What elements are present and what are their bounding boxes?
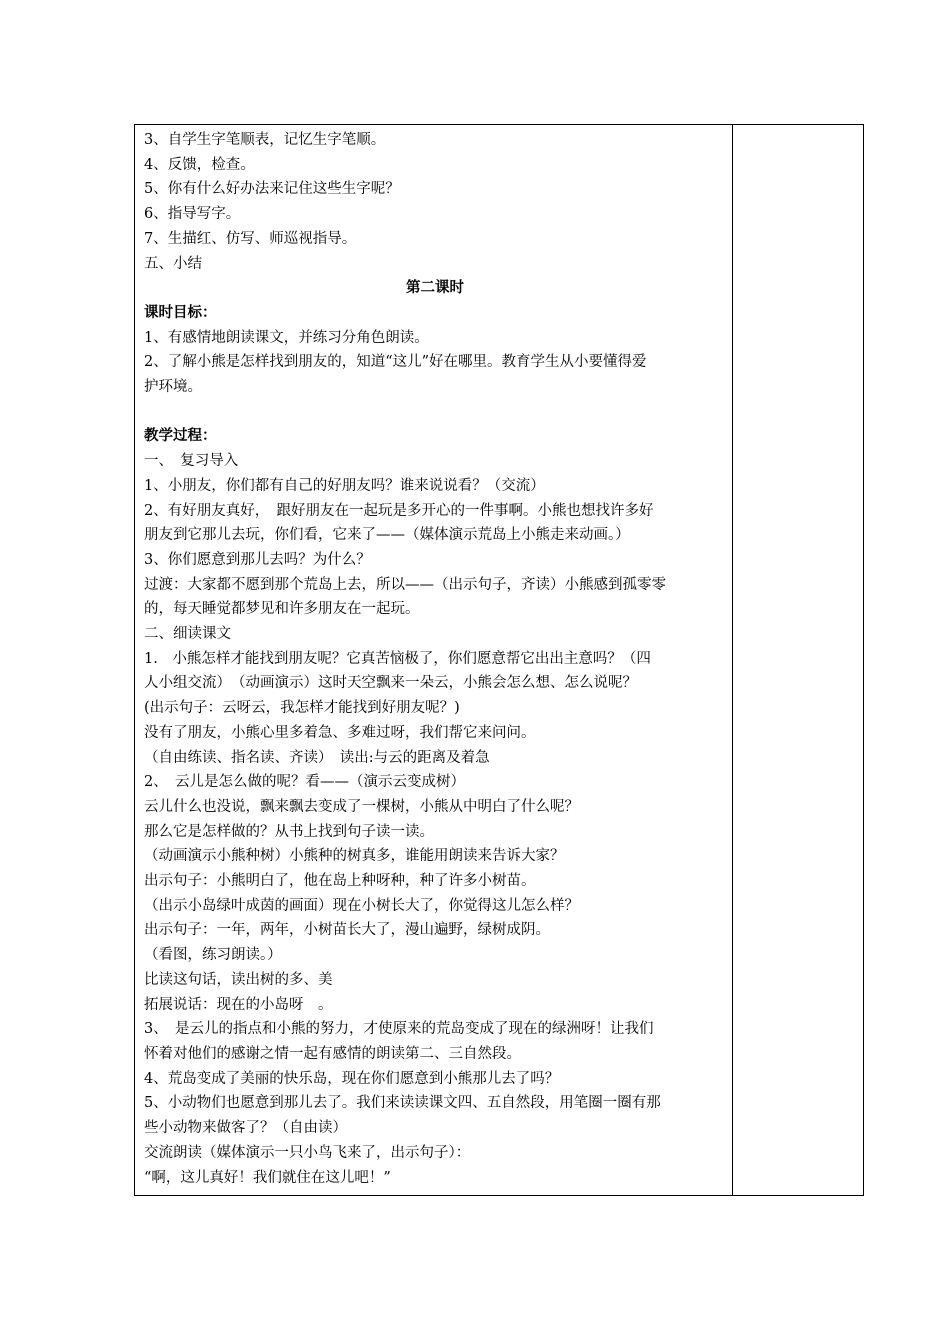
- content-line: 护环境。: [144, 379, 202, 396]
- content-line: “啊，这儿真好！我们就住在这儿吧！”: [144, 1169, 391, 1186]
- content-line: 5、小动物们也愿意到那儿去了。我们来读读课文四、五自然段，用笔圈一圈有那: [144, 1095, 661, 1112]
- content-line: 1、有感情地朗读课文，并练习分角色朗读。: [144, 329, 429, 346]
- content-line: （自由练读、指名读、齐读） 读出:与云的距离及着急: [144, 749, 490, 766]
- content-line: 的，每天睡觉都梦见和许多朋友在一起玩。: [144, 601, 420, 618]
- content-line: （看图，练习朗读。）: [144, 947, 282, 964]
- content-line: 2、 云儿是怎么做的呢？看——（演示云变成树）: [144, 774, 465, 791]
- content-line: 些小动物来做客了？（自由读）: [144, 1120, 347, 1137]
- content-line: (出示句子：云呀云，我怎样才能找到好朋友呢？): [144, 700, 460, 717]
- content-line: 交流朗读（媒体演示一只小鸟飞来了，出示句子）：: [144, 1144, 471, 1161]
- content-line: 出示句子：小熊明白了，他在岛上种呀种，种了许多小树苗。: [144, 873, 536, 890]
- content-line: 出示句子：一年，两年，小树苗长大了，漫山遍野，绿树成阴。: [144, 922, 550, 939]
- content-line: 4、荒岛变成了美丽的快乐岛，现在你们愿意到小熊那儿去了吗？: [144, 1070, 560, 1087]
- content-line: 朋友到它那儿去玩，你们看，它来了——（媒体演示荒岛上小熊走来动画。）: [144, 527, 630, 544]
- content-line: 人小组交流） （动画演示）这时天空飘来一朵云，小熊会怎么想、怎么说呢？: [144, 675, 637, 692]
- content-line: 3、自学生字笔顺表，记忆生字笔顺。: [144, 132, 386, 148]
- lesson-plan-table: [134, 124, 864, 1196]
- lesson-content-cell: [135, 125, 733, 1195]
- section-title: 第二课时: [406, 279, 464, 297]
- content-line: 那么它是怎样做的？从书上找到句子读一读。: [144, 823, 434, 840]
- notes-cell: [733, 125, 863, 1195]
- objectives-heading: 课时目标：: [144, 303, 217, 321]
- content-line: 1. 小熊怎样才能找到朋友呢？它真苦恼极了，你们愿意帮它出出主意吗？（四: [144, 650, 651, 667]
- content-line: （出示小岛绿叶成茵的画面）现在小树长大了，你觉得这儿怎么样？: [144, 897, 579, 914]
- content-line: 五、小结: [144, 255, 202, 272]
- content-line: 过渡：大家都不愿到那个荒岛上去，所以——（出示句子，齐读）小熊感到孤零零: [144, 576, 666, 593]
- content-line: 云儿什么也没说，飘来飘去变成了一棵树，小熊从中明白了什么呢？: [144, 798, 579, 815]
- content-line: 3、 是云儿的指点和小熊的努力，才使原来的荒岛变成了现在的绿洲呀！让我们: [144, 1021, 654, 1038]
- content-line: （动画演示小熊种树）小熊种的树真多，谁能用朗读来告诉大家？: [144, 848, 565, 865]
- content-line: 怀着对他们的感谢之情一起有感情的朗读第二、三自然段。: [144, 1046, 521, 1062]
- content-line: 2、有好朋友真好， 跟好朋友在一起玩是多开心的一件事啊。小熊也想找许多好: [144, 502, 654, 519]
- content-line: 2、了解小熊是怎样找到朋友的，知道“这儿”好在哪里。教育学生从小要懂得爱: [144, 354, 647, 371]
- content-line: 4、反馈，检查。: [144, 156, 255, 173]
- blank-line: [144, 400, 726, 425]
- content-line: 7、生描红、仿写、师巡视指导。: [144, 230, 357, 247]
- content-line: 拓展说话：现在的小岛呀 。: [144, 996, 333, 1013]
- content-line: 6、指导写字。: [144, 206, 241, 223]
- content-line: 比读这句话，读出树的多、美: [144, 971, 333, 988]
- content-line: 没有了朋友，小熊心里多着急、多难过呀，我们帮它来问问。: [144, 724, 536, 741]
- content-line: 一、 复习导入: [144, 453, 239, 470]
- content-line: 3、你们愿意到那儿去吗？为什么？: [144, 551, 371, 568]
- process-heading: 教学过程：: [144, 427, 217, 445]
- content-line: 1、小朋友，你们都有自己的好朋友吗？谁来说说看？（交流）: [144, 477, 545, 494]
- content-line: 5、你有什么好办法来记住这些生字呢？: [144, 181, 400, 198]
- content-line: 二、细读课文: [144, 626, 231, 643]
